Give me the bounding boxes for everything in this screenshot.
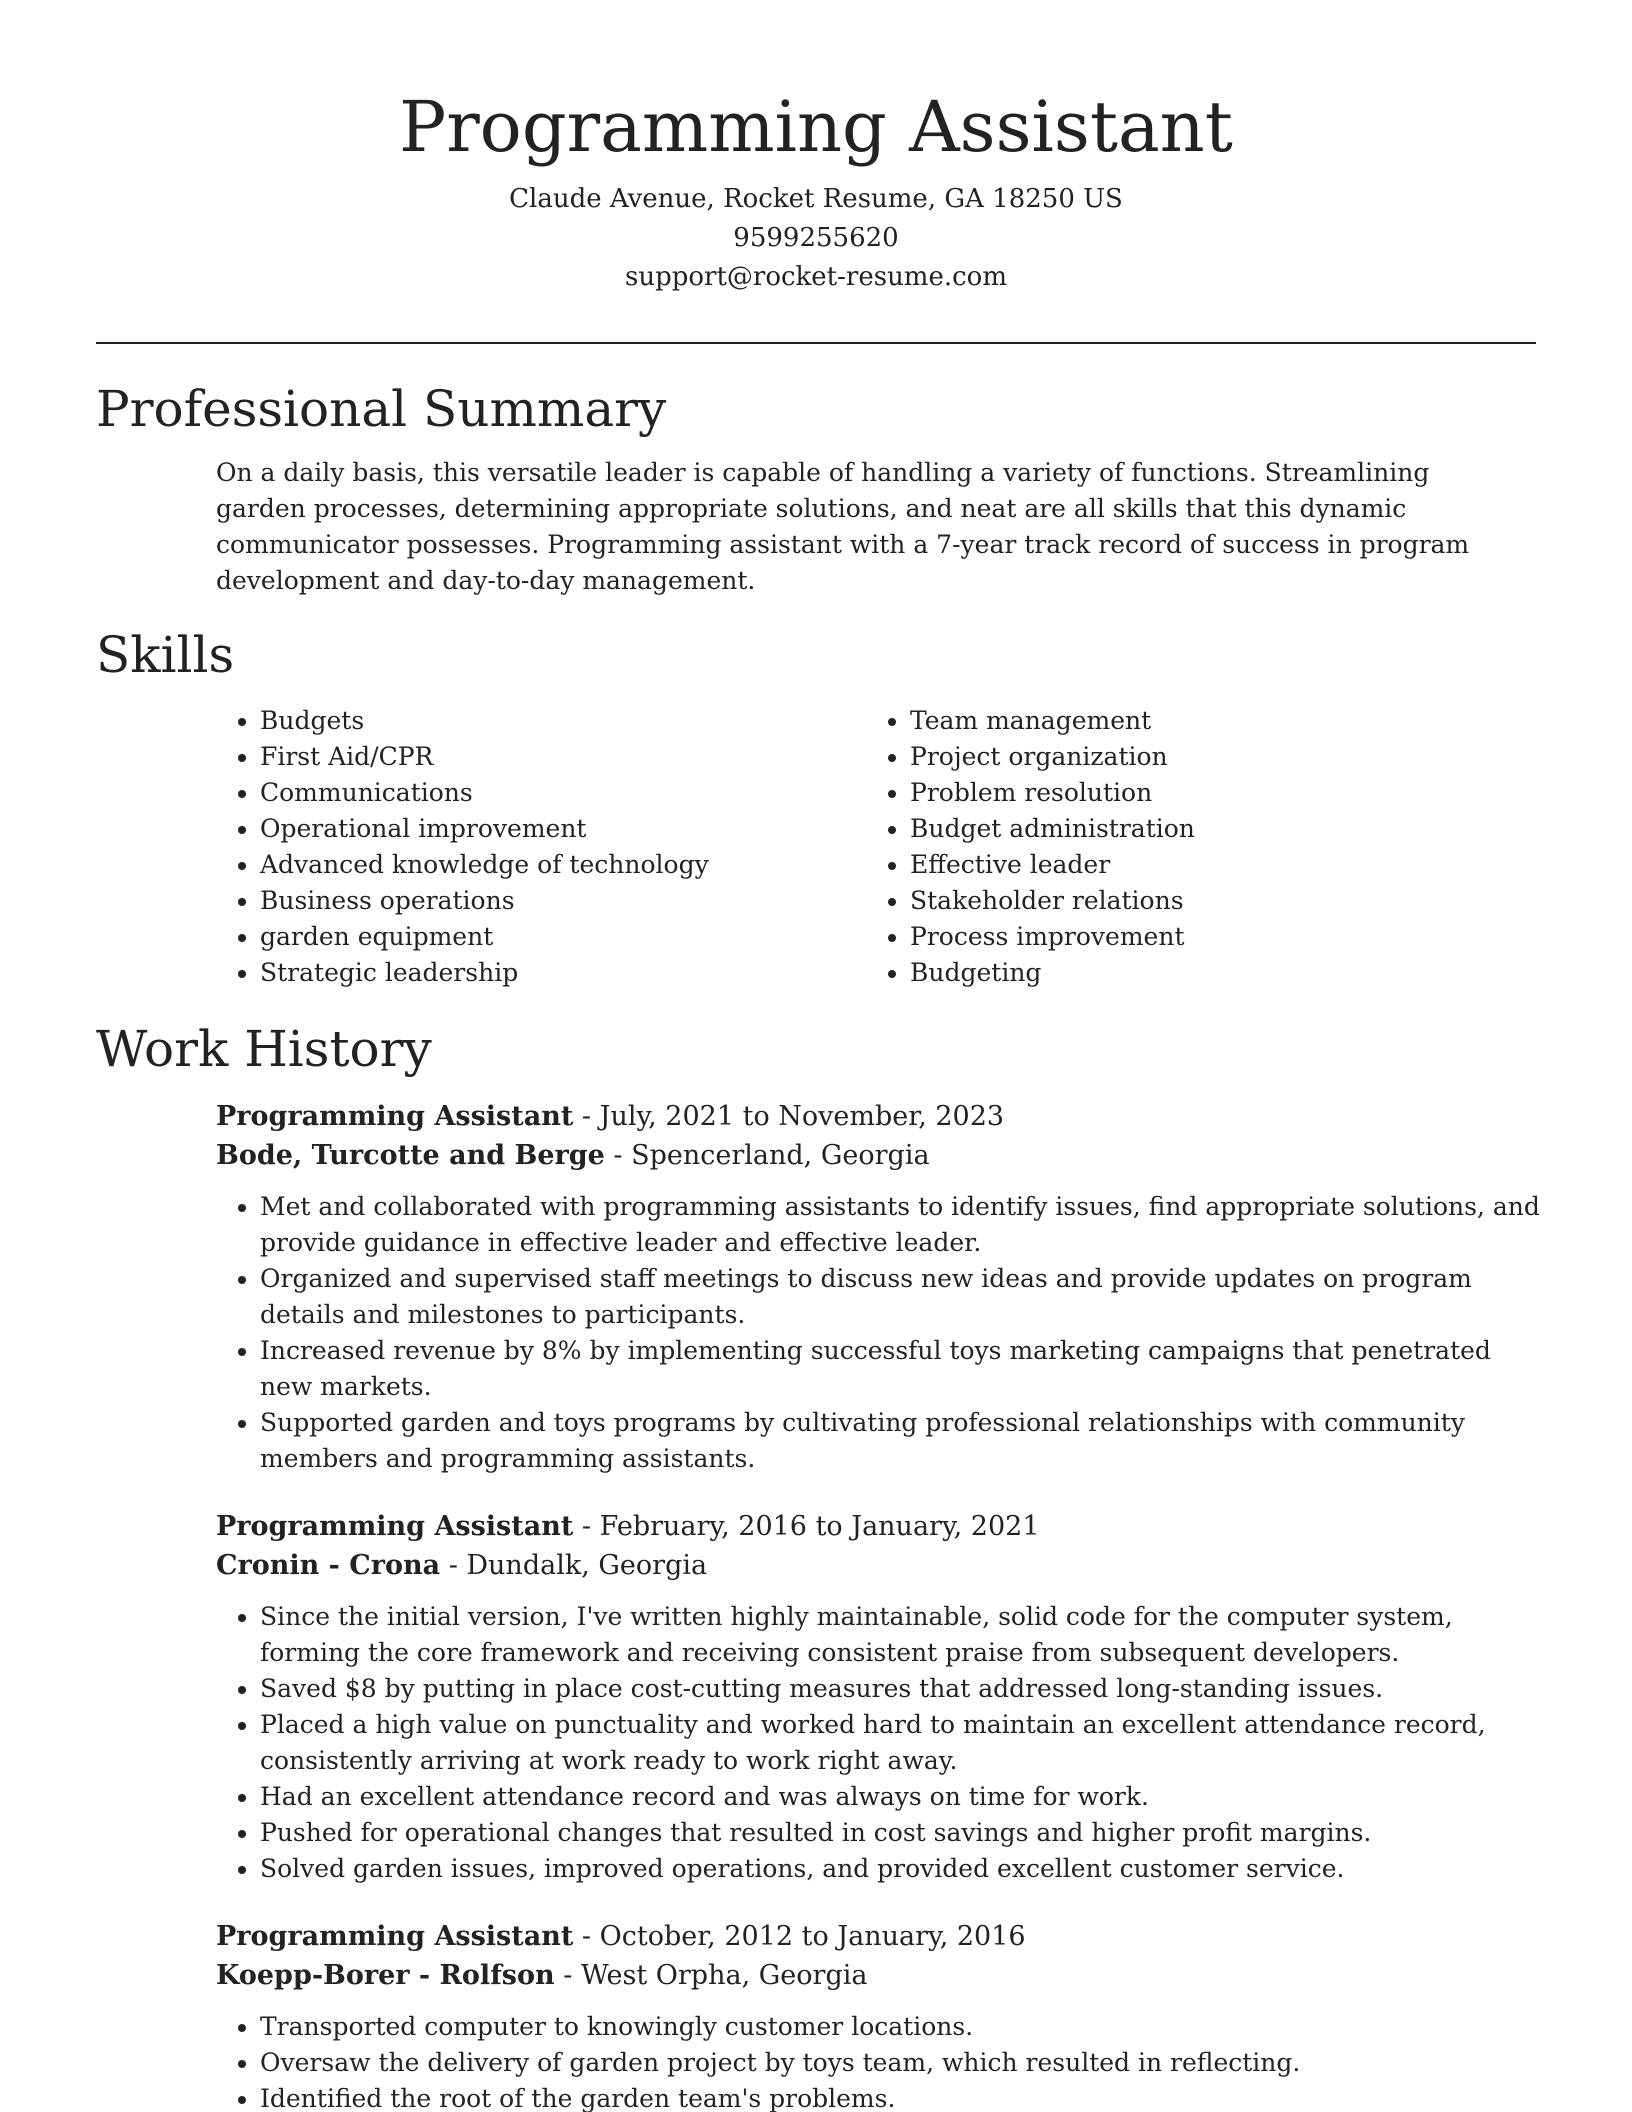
job-bullet: • Organized and supervised staff meetings to discuss new ideas and provide updates on program details and milestones to participants. xyxy=(260,1261,1550,1333)
job-company: Cronin - Crona xyxy=(216,1550,441,1581)
job-entry xyxy=(216,1097,1540,1477)
skill-item: • Process improvement xyxy=(910,919,1516,955)
job-role: Programming Assistant xyxy=(216,1511,574,1542)
job-company-line xyxy=(216,1136,1536,1175)
skill-item: • Budget administration xyxy=(910,811,1516,847)
skill-item: • Project organization xyxy=(910,739,1516,775)
skill-item: • garden equipment xyxy=(260,919,866,955)
job-bullet: • Oversaw the delivery of garden project by toys team, which resulted in reflecting. xyxy=(260,2045,1550,2081)
job-bullet: • Solved garden issues, improved operations, and provided excellent customer service. xyxy=(260,1851,1550,1887)
resume-content xyxy=(96,375,1540,2112)
job-bullets xyxy=(216,1599,1550,1887)
skill-item: • First Aid/CPR xyxy=(260,739,866,775)
job-company-line xyxy=(216,1956,1536,1995)
page-title: Programming Assistant xyxy=(399,86,1233,168)
job-location: - Dundalk, Georgia xyxy=(440,1550,708,1581)
job-dates: - July, 2021 to November, 2023 xyxy=(573,1101,1005,1132)
skill-item: • Budgeting xyxy=(910,955,1516,991)
job-entry xyxy=(216,1917,1536,2112)
job-title-line xyxy=(216,1097,1536,1136)
summary-text: On a daily basis, this versatile leader is capable of handling a variety of functions. Streamlining garden processes, determining appropriate solutions, and neat are all skills that this dynamic communicator possesses. Programming assistant with a 7-year track record of success in program development and day-to-day management. xyxy=(216,458,1470,595)
skill-item: • Business operations xyxy=(260,883,866,919)
skill-item: • Stakeholder relations xyxy=(910,883,1516,919)
job-location: - Spencerland, Georgia xyxy=(604,1140,930,1171)
job-title-line xyxy=(216,1507,1536,1546)
skill-item: • Budgets xyxy=(260,703,866,739)
job-bullet: • Saved $8 by putting in place cost-cutting measures that addressed long-standing issues. xyxy=(260,1671,1550,1707)
job-company-line xyxy=(216,1546,1536,1585)
skill-item: • Communications xyxy=(260,775,866,811)
job-bullet: • Increased revenue by 8% by implementing successful toys marketing campaigns that penetrated new markets. xyxy=(260,1333,1550,1405)
job-role: Programming Assistant xyxy=(216,1101,574,1132)
summary-heading: Professional Summary xyxy=(96,380,667,438)
skill-item: • Effective leader xyxy=(910,847,1516,883)
skill-item: • Strategic leadership xyxy=(260,955,866,991)
resume-header xyxy=(0,0,1632,297)
email: support@rocket-resume.com xyxy=(624,262,1007,292)
contact-block xyxy=(0,180,1632,297)
skills-heading: Skills xyxy=(96,626,235,684)
phone: 9599255620 xyxy=(733,223,899,253)
job-entry xyxy=(216,1507,1536,1887)
job-bullet: • Met and collaborated with programming assistants to identify issues, find appropriate solutions, and provide guidance in effective leader and effective leader. xyxy=(260,1189,1550,1261)
job-company: Koepp-Borer - Rolfson xyxy=(216,1960,555,1991)
job-dates: - February, 2016 to January, 2021 xyxy=(573,1511,1040,1542)
job-bullet: • Transported computer to knowingly customer locations. xyxy=(260,2009,1550,2045)
skill-item: • Advanced knowledge of technology xyxy=(260,847,866,883)
job-bullet: • Pushed for operational changes that resulted in cost savings and higher profit margins. xyxy=(260,1815,1550,1851)
skill-item: • Problem resolution xyxy=(910,775,1516,811)
job-bullet: • Had an excellent attendance record and was always on time for work. xyxy=(260,1779,1550,1815)
job-bullet: • Supported garden and toys programs by cultivating professional relationships with community members and programming assistants. xyxy=(260,1405,1550,1477)
job-bullets xyxy=(216,2009,1550,2112)
job-location: - West Orpha, Georgia xyxy=(554,1960,868,1991)
job-role: Programming Assistant xyxy=(216,1921,574,1952)
header-divider xyxy=(96,342,1536,344)
skill-item: • Operational improvement xyxy=(260,811,866,847)
job-dates: - October, 2012 to January, 2016 xyxy=(573,1921,1026,1952)
job-bullet: • Placed a high value on punctuality and worked hard to maintain an excellent attendance record, consistently arriving at work ready to work right away. xyxy=(260,1707,1550,1779)
job-company: Bode, Turcotte and Berge xyxy=(216,1140,605,1171)
job-title-line xyxy=(216,1917,1536,1956)
skill-item: • Team management xyxy=(910,703,1516,739)
job-bullets xyxy=(216,1189,1550,1477)
address: Claude Avenue, Rocket Resume, GA 18250 US xyxy=(509,184,1123,214)
skills-column-right xyxy=(866,703,1516,991)
job-bullet: • Since the initial version, I've written highly maintainable, solid code for the computer system, forming the core framework and receiving consistent praise from subsequent developers. xyxy=(260,1599,1550,1671)
job-bullet: • Identified the root of the garden team's problems. xyxy=(260,2081,1550,2112)
skills-list xyxy=(216,703,1536,991)
work-history-heading: Work History xyxy=(96,1020,432,1078)
skills-column-left xyxy=(216,703,866,991)
